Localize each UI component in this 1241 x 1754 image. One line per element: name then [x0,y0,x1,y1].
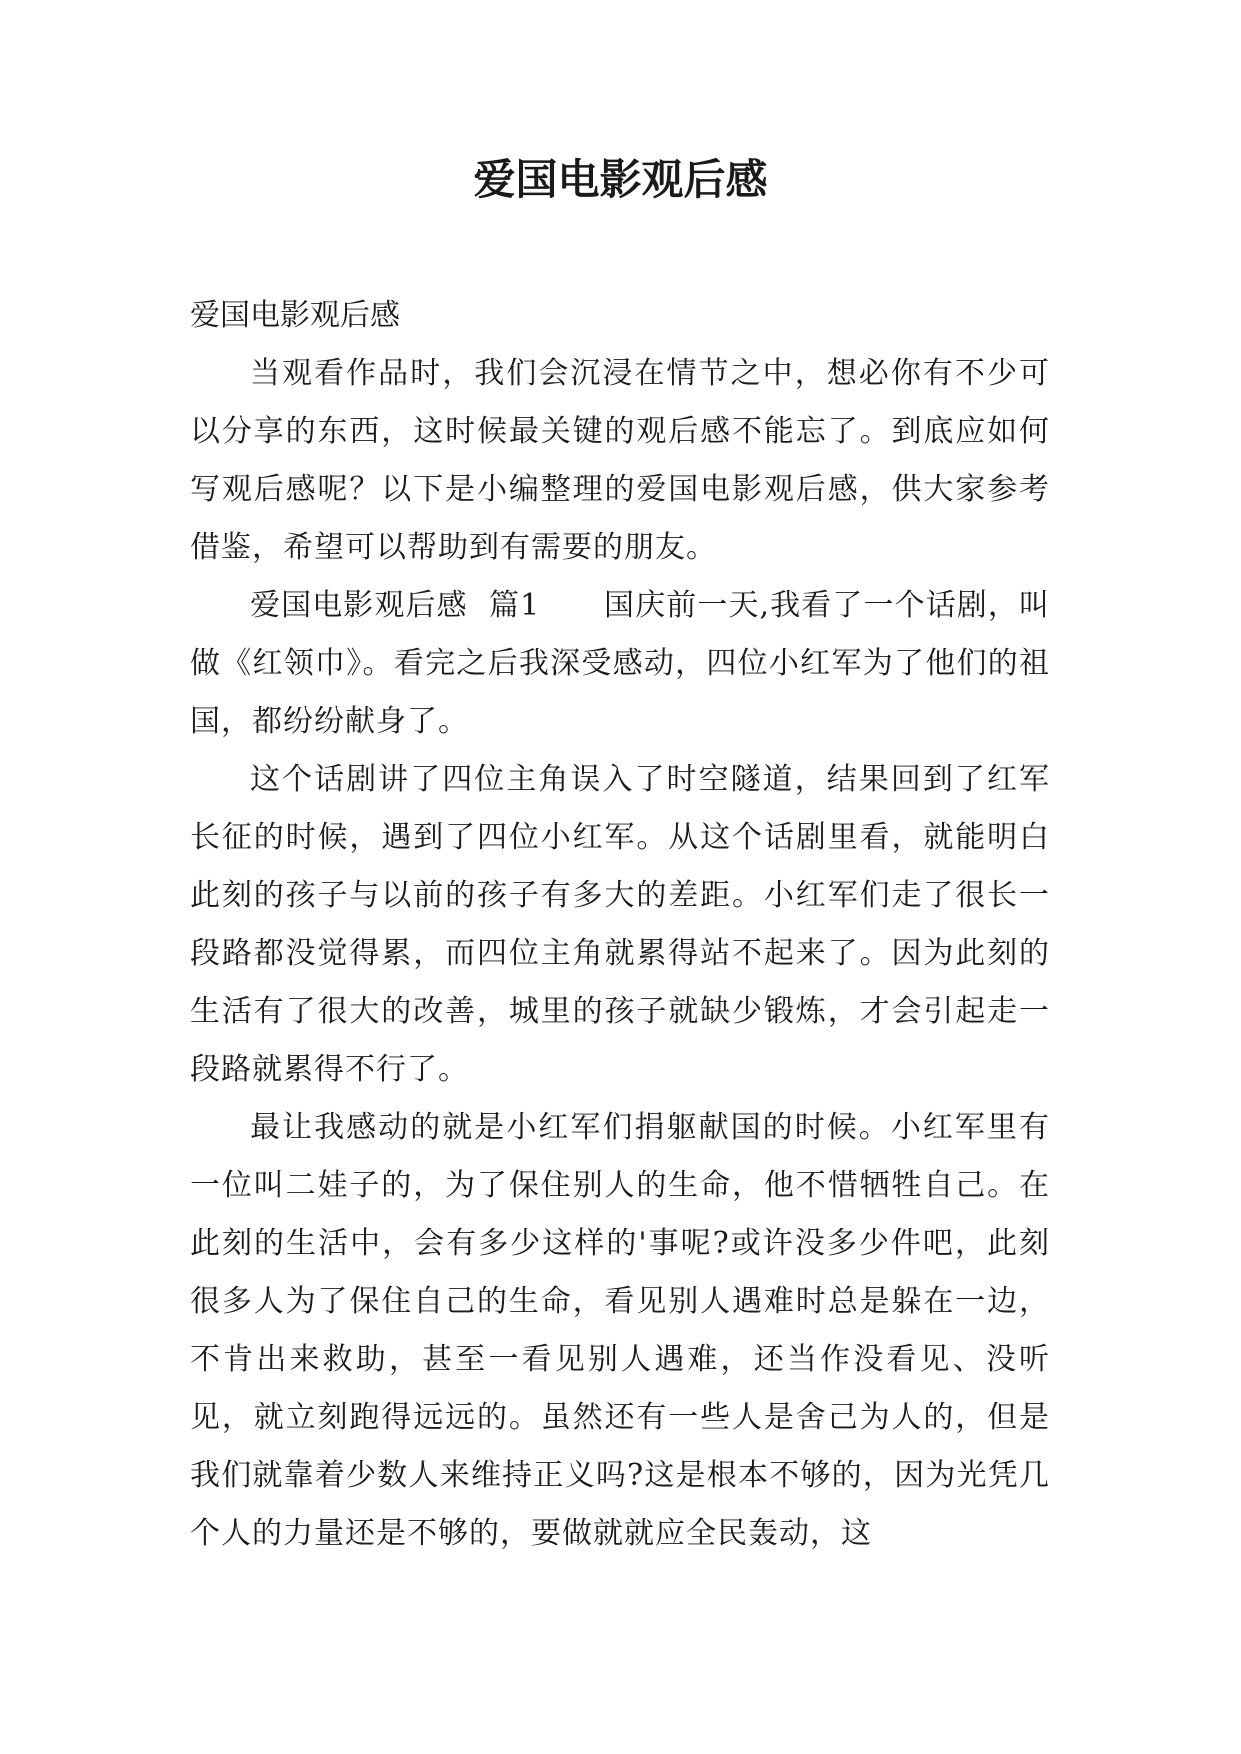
section-text: 国庆前一天,我看了一个话剧，叫做《红领巾》。看完之后我深受感动，四位小红军为了他们的祖国，都纷纷献身了。 [190,588,1050,739]
section-paragraph [190,577,1050,751]
body-paragraph-3: 最让我感动的就是小红军们捐躯献国的时候。小红军里有一位叫二娃子的，为了保住别人的生命，他不惜牺牲自己。在此刻的生活中，会有多少这样的'事呢?或许没多少件吧，此刻很多人为了保住自己的生命，看见别人遇难时总是躲在一边，不肯出来救助，甚至一看见别人遇难，还当作没看见、没听见，就立刻跑得远远的。虽然还有一些人是舍己为人的，但是我们就靠着少数人来维持正义吗?这是根本不够的，因为光凭几个人的力量还是不够的，要做就就应全民轰动，这 [190,1110,1050,1551]
section-gap [540,588,604,623]
section-label: 爱国电影观后感 篇1 [250,588,541,623]
document-subtitle: 爱国电影观后感 [190,298,400,333]
document-title: 爱国电影观后感 [473,155,768,204]
document-body [190,287,1050,1563]
body-paragraph-2: 这个话剧讲了四位主角误入了时空隧道，结果回到了红军长征的时候，遇到了四位小红军。从这个话剧里看，就能明白此刻的孩子与以前的孩子有多大的差距。小红军们走了很长一段路都没觉得累，而四位主角就累得站不起来了。因为此刻的生活有了很大的改善，城里的孩子就缺少锻炼，才会引起走一段路就累得不行了。 [190,762,1050,1087]
intro-paragraph: 当观看作品时，我们会沉浸在情节之中，想必你有不少可以分享的东西，这时候最关键的观后感不能忘了。到底应如何写观后感呢？以下是小编整理的爱国电影观后感，供大家参考借鉴，希望可以帮助到有需要的朋友。 [190,356,1050,565]
